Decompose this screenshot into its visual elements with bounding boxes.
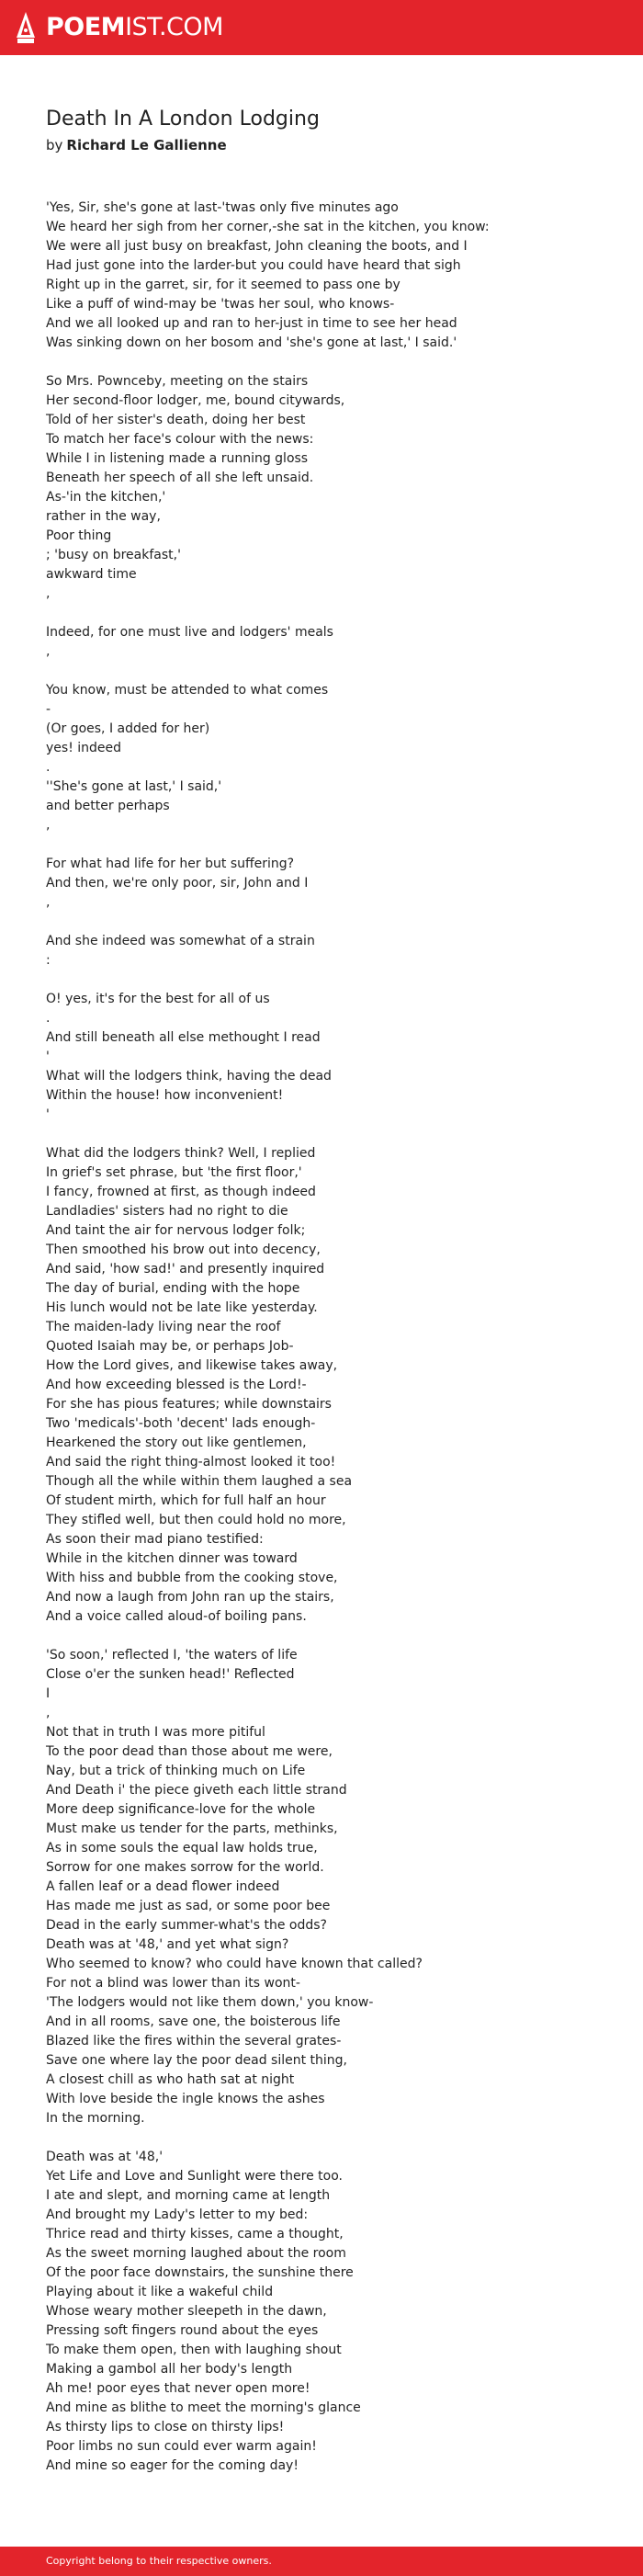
poem-line: While in the kitchen dinner was toward bbox=[46, 1551, 298, 1566]
site-footer bbox=[0, 2547, 643, 2576]
poem-line: Death was at '48,' bbox=[46, 2150, 164, 2164]
poem-line: ''She's gone at last,' I said,' bbox=[46, 779, 222, 794]
poem-line: How the Lord gives, and likewise takes away, bbox=[46, 1358, 338, 1373]
poem-stanza bbox=[46, 681, 615, 835]
poem-line: Poor limbs no sun could ever warm again! bbox=[46, 2439, 317, 2454]
poem-line: , bbox=[46, 895, 51, 910]
poem-stanza bbox=[46, 990, 615, 1125]
poem-line: To match her face's colour with the news: bbox=[46, 432, 314, 447]
poem-stanza bbox=[46, 1646, 615, 2128]
poem-line: And how exceeding blessed is the Lord!- bbox=[46, 1378, 307, 1392]
poem-line: ; 'busy on breakfast,' bbox=[46, 548, 181, 562]
poem-line: awkward time bbox=[46, 567, 137, 582]
poem-line: You know, must be attended to what comes bbox=[46, 683, 329, 698]
pen-nib-icon bbox=[15, 11, 37, 44]
poem-line: 'Yes, Sir, she's gone at last-'twas only five minutes ago bbox=[46, 200, 399, 215]
poem-line: What did the lodgers think? Well, I replied bbox=[46, 1146, 316, 1161]
poem-line: . bbox=[46, 1011, 51, 1026]
poem-stanza bbox=[46, 855, 615, 913]
poem-line: Indeed, for one must live and lodgers' meals bbox=[46, 625, 333, 640]
poem-line: They stifled well, but then could hold no more, bbox=[46, 1513, 346, 1527]
poem-stanza bbox=[46, 932, 615, 970]
site-logo[interactable] bbox=[15, 11, 223, 44]
poem-line: As thirsty lips to close on thirsty lips! bbox=[46, 2420, 285, 2434]
poem-line: Like a puff of wind-may be 'twas her soul, who knows- bbox=[46, 297, 395, 312]
poem-line: Blazed like the fires within the several grates- bbox=[46, 2034, 342, 2048]
poem-line: We were all just busy on breakfast, John cleaning the boots, and I bbox=[46, 239, 468, 254]
poem-line: For not a blind was lower than its wont- bbox=[46, 1976, 300, 1991]
poem-line: In the morning. bbox=[46, 2111, 145, 2126]
poem-line: Landladies' sisters had no right to die bbox=[46, 1204, 288, 1219]
poem-line: We heard her sigh from her corner,-she sat in the kitchen, you know: bbox=[46, 220, 490, 234]
poem-line: Thrice read and thirty kisses, came a thought, bbox=[46, 2227, 344, 2241]
poem-line: Not that in truth I was more pitiful bbox=[46, 1725, 265, 1740]
poem-line: As soon their mad piano testified: bbox=[46, 1532, 264, 1547]
poem-line: While I in listening made a running gloss bbox=[46, 451, 309, 466]
poem-line: O! yes, it's for the best for all of us bbox=[46, 992, 270, 1006]
brand-name-bold: POEM bbox=[46, 13, 126, 41]
poem-line: And now a laugh from John ran up the stairs, bbox=[46, 1590, 334, 1605]
poem-line: . bbox=[46, 760, 51, 775]
poem-line: His lunch would not be late like yesterday. bbox=[46, 1300, 318, 1315]
poem-title: Death In A London Lodging bbox=[46, 108, 320, 131]
poem-line: And a voice called aloud-of boiling pans. bbox=[46, 1609, 307, 1624]
site-header bbox=[0, 0, 643, 55]
poem-line: The day of burial, ending with the hope bbox=[46, 1281, 300, 1296]
poem-line: , bbox=[46, 818, 51, 833]
poem-line: And she indeed was somewhat of a strain bbox=[46, 934, 315, 948]
poem-line: Save one where lay the poor dead silent thing, bbox=[46, 2053, 347, 2068]
poem-line: rather in the way, bbox=[46, 509, 161, 524]
author-name[interactable]: Richard Le Gallienne bbox=[66, 137, 227, 153]
poem-line: With love beside the ingle knows the ashes bbox=[46, 2092, 325, 2106]
poem-line: Poor thing bbox=[46, 528, 112, 543]
poem-line: And taint the air for nervous lodger folk; bbox=[46, 1223, 306, 1238]
poem-line: Yet Life and Love and Sunlight were there too. bbox=[46, 2169, 343, 2184]
poem-line: Was sinking down on her bosom and 'she's gone at last,' I said.' bbox=[46, 335, 457, 350]
poem-line: And still beneath all else methought I read bbox=[46, 1030, 321, 1045]
copyright-text: Copyright belong to their respective owners. bbox=[46, 2555, 272, 2567]
poem-body bbox=[46, 199, 615, 2495]
poem-line: And then, we're only poor, sir, John and I bbox=[46, 876, 309, 891]
poem-line: As the sweet morning laughed about the room bbox=[46, 2246, 346, 2261]
poem-line: I fancy, frowned at first, as though indeed bbox=[46, 1185, 316, 1199]
poem-line: Beneath her speech of all she left unsaid. bbox=[46, 471, 314, 485]
poem-line: I bbox=[46, 1686, 51, 1701]
poem-line: With hiss and bubble from the cooking stove, bbox=[46, 1571, 338, 1585]
poem-line: And mine so eager for the coming day! bbox=[46, 2458, 299, 2473]
poem-line: Ah me! poor eyes that never open more! bbox=[46, 2381, 310, 2396]
poem-line: Told of her sister's death, doing her best bbox=[46, 413, 306, 427]
poem-line: Must make us tender for the parts, methinks, bbox=[46, 1821, 338, 1836]
poem-line: To make them open, then with laughing shout bbox=[46, 2343, 342, 2357]
poem-line: Of the poor face downstairs, the sunshine there bbox=[46, 2265, 354, 2280]
poem-line: Quoted Isaiah may be, or perhaps Job- bbox=[46, 1339, 294, 1354]
poem-stanza bbox=[46, 2148, 615, 2476]
poem-stanza bbox=[46, 623, 615, 662]
poem-line: Her second-floor lodger, me, bound citywards, bbox=[46, 393, 345, 408]
poem-line: A fallen leaf or a dead flower indeed bbox=[46, 1879, 280, 1894]
poem-line: Death was at '48,' and yet what sign? bbox=[46, 1937, 289, 1952]
poem-line: , bbox=[46, 586, 51, 601]
poem-line: Playing about it like a wakeful child bbox=[46, 2285, 274, 2299]
poem-stanza bbox=[46, 372, 615, 604]
brand-name bbox=[46, 11, 223, 44]
poem-line: (Or goes, I added for her) bbox=[46, 721, 210, 736]
poem-line: To the poor dead than those about me were, bbox=[46, 1744, 333, 1759]
poem-line: Dead in the early summer-what's the odds? bbox=[46, 1918, 327, 1933]
poem-line: For she has pious features; while downstairs bbox=[46, 1397, 332, 1412]
poem-line: And in all rooms, save one, the boisterous life bbox=[46, 2014, 341, 2029]
poem-stanza bbox=[46, 1144, 615, 1627]
poem-line: Two 'medicals'-both 'decent' lads enough- bbox=[46, 1416, 316, 1431]
poem-line: Right up in the garret, sir, for it seemed to pass one by bbox=[46, 278, 400, 292]
poem-line: And Death i' the piece giveth each little strand bbox=[46, 1783, 347, 1798]
poem-line: Has made me just as sad, or some poor bee bbox=[46, 1899, 331, 1913]
byline bbox=[46, 135, 227, 155]
poem-line: Pressing soft fingers round about the eyes bbox=[46, 2323, 319, 2338]
poem-line: The maiden-lady living near the roof bbox=[46, 1320, 281, 1334]
poem-line: A closest chill as who hath sat at night bbox=[46, 2072, 295, 2087]
poem-line: I ate and slept, and morning came at length bbox=[46, 2188, 331, 2203]
poem-line: And mine as blithe to meet the morning's glance bbox=[46, 2400, 361, 2415]
poem-line: And said the right thing-almost looked it too! bbox=[46, 1455, 336, 1470]
poem-line: More deep significance-love for the whole bbox=[46, 1802, 316, 1817]
poem-line: Sorrow for one makes sorrow for the world. bbox=[46, 1860, 324, 1875]
poem-line: 'So soon,' reflected I, 'the waters of life bbox=[46, 1648, 298, 1662]
poem-line: As in some souls the equal law holds true, bbox=[46, 1841, 318, 1855]
poem-line: Of student mirth, which for full half an hour bbox=[46, 1493, 326, 1508]
poem-line: In grief's set phrase, but 'the first floor,' bbox=[46, 1165, 302, 1180]
poem-line: Whose weary mother sleepeth in the dawn, bbox=[46, 2304, 327, 2319]
poem-line: Then smoothed his brow out into decency, bbox=[46, 1243, 321, 1257]
poem-line: , bbox=[46, 1706, 51, 1720]
brand-name-light: IST.COM bbox=[125, 13, 223, 41]
poem-line: Hearkened the story out like gentlemen, bbox=[46, 1436, 307, 1450]
poem-line: , bbox=[46, 644, 51, 659]
poem-line: - bbox=[46, 702, 51, 717]
poem-line: And said, 'how sad!' and presently inquired bbox=[46, 1262, 325, 1277]
poem-line: So Mrs. Pownceby, meeting on the stairs bbox=[46, 374, 309, 389]
poem-line: Within the house! how inconvenient! bbox=[46, 1088, 284, 1103]
poem-line: Who seemed to know? who could have known that called? bbox=[46, 1957, 423, 1971]
poem-line: Though all the while within them laughed a sea bbox=[46, 1474, 353, 1489]
poem-line: As-'in the kitchen,' bbox=[46, 490, 166, 505]
poem-line: For what had life for her but suffering? bbox=[46, 857, 295, 871]
poem-line: ' bbox=[46, 1050, 50, 1064]
poem-line: ' bbox=[46, 1107, 50, 1122]
poem-line: And brought my Lady's letter to my bed: bbox=[46, 2207, 309, 2222]
poem-line: 'The lodgers would not like them down,' you know- bbox=[46, 1995, 374, 2010]
by-label: by bbox=[46, 137, 63, 153]
poem-line: : bbox=[46, 953, 51, 968]
poem-line: and better perhaps bbox=[46, 799, 170, 813]
poem-line: Nay, but a trick of thinking much on Life bbox=[46, 1764, 306, 1778]
poem-line: What will the lodgers think, having the dead bbox=[46, 1069, 332, 1084]
poem-line: Making a gambol all her body's length bbox=[46, 2362, 293, 2377]
poem-line: And we all looked up and ran to her-just in time to see her head bbox=[46, 316, 457, 331]
poem-line: Close o'er the sunken head!' Reflected bbox=[46, 1667, 295, 1682]
poem-stanza bbox=[46, 199, 615, 353]
poem-line: Had just gone into the larder-but you could have heard that sigh bbox=[46, 258, 461, 273]
poem-line: yes! indeed bbox=[46, 741, 122, 755]
